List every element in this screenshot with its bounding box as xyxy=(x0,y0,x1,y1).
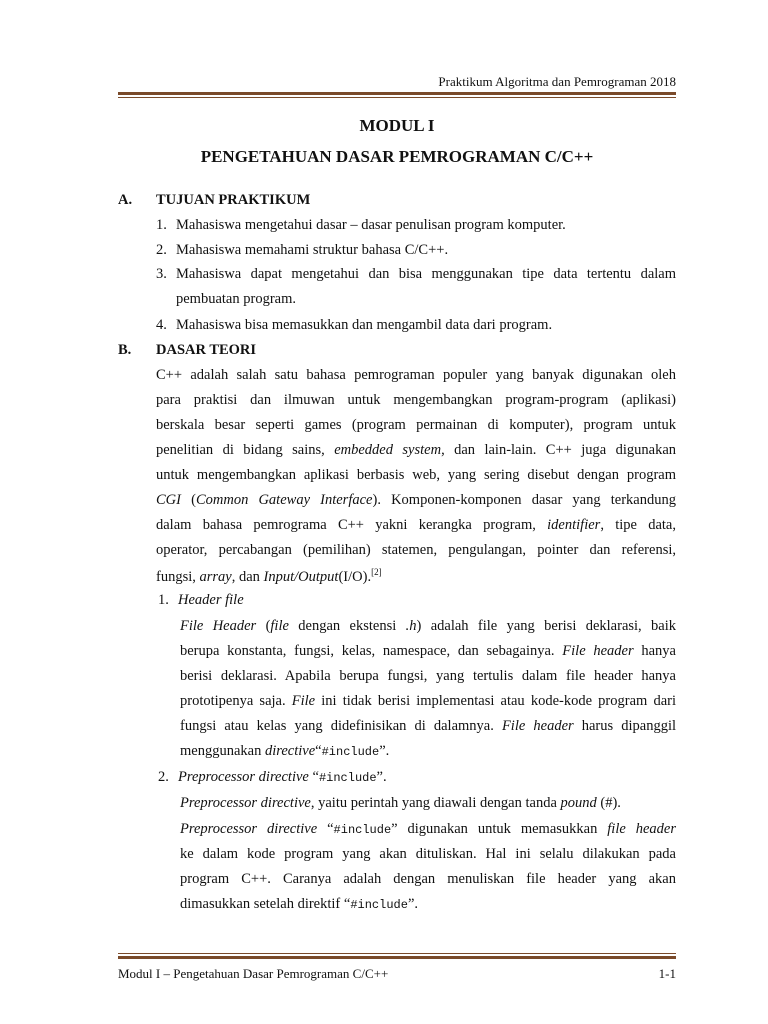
code-include: #include xyxy=(350,898,408,912)
footer-title: Modul I – Pengetahuan Dasar Pemrograman C/C++ xyxy=(118,966,389,981)
list-item: 1. Mahasiswa mengetahui dasar – dasar penulisan program komputer. xyxy=(156,217,566,233)
paragraph-line: penelitian di bidang sains, embedded system, dan lain-lain. C++ juga digunakan xyxy=(156,442,677,458)
section-a-title: TUJUAN PRAKTIKUM xyxy=(156,192,311,208)
paragraph-line: operator, percabangan (pemilihan) statemen, pengulangan, pointer dan referensi, xyxy=(156,542,676,558)
paragraph-line: Preprocessor directive, yaitu perintah yang diawali dengan tanda pound (#). xyxy=(180,795,621,811)
paragraph-line: dalam bahasa pemrograma C++ yakni kerangka program, identifier, tipe data, xyxy=(156,517,676,533)
paragraph-line: para praktisi dan ilmuwan untuk mengembangkan program-program (aplikasi) xyxy=(156,392,676,408)
section-b-letter: B. xyxy=(118,342,132,358)
paragraph-line: dimasukkan setelah direktif “#include”. xyxy=(180,896,418,912)
module-title: MODUL I xyxy=(359,116,435,135)
list-item: 2. Mahasiswa memahami struktur bahasa C/C++. xyxy=(156,242,449,258)
section-a-heading xyxy=(118,192,310,209)
paragraph-line: fungsi, array, dan Input/Output(I/O).[2] xyxy=(156,567,382,585)
list-item: 4. Mahasiswa bisa memasukkan dan mengambil data dari program. xyxy=(156,317,553,333)
paragraph-line: CGI (Common Gateway Interface). Komponen-komponen dasar yang terkandung xyxy=(156,492,676,508)
paragraph-line: untuk mengembangkan aplikasi berbasis web, yang sering disebut dengan program xyxy=(156,467,676,483)
header-rule xyxy=(118,92,676,95)
paragraph-line: fungsi atau kelas yang didefinisikan di dalamnya. File header harus dipanggil xyxy=(180,718,677,734)
paragraph-line: prototipenya saja. File ini tidak berisi implementasi atau kode-kode program dari xyxy=(180,693,676,709)
paragraph-line: ke dalam kode program yang akan dituliskan. Hal ini selalu dilakukan pada xyxy=(180,846,676,862)
paragraph-line: berupa konstanta, fungsi, kelas, namespace, dan sebagainya. File header hanya xyxy=(180,643,676,659)
code-include: #include xyxy=(318,771,377,785)
page-number: 1-1 xyxy=(658,966,676,981)
paragraph-line: C++ adalah salah satu bahasa pemrograman populer yang banyak digunakan oleh xyxy=(156,367,676,383)
paragraph-line: berskala besar seperti games (program permainan di komputer), program untuk xyxy=(156,417,676,433)
footer-rule-thin xyxy=(118,953,676,954)
code-include: #include xyxy=(333,823,392,837)
list-item-continuation: pembuatan program. xyxy=(176,291,296,307)
module-subtitle: PENGETAHUAN DASAR PEMROGRAMAN C/C++ xyxy=(200,147,594,166)
section-b-title: DASAR TEORI xyxy=(156,342,257,358)
list-item: 1. Header file xyxy=(158,592,244,608)
header-rule-thin xyxy=(118,97,676,98)
footer-rule xyxy=(118,956,676,959)
page-header: Praktikum Algoritma dan Pemrograman 2018 xyxy=(438,74,676,89)
paragraph-line: program C++. Caranya adalah dengan menuliskan file header yang akan xyxy=(180,871,676,887)
section-a-letter: A. xyxy=(118,192,133,208)
section-b-heading xyxy=(118,342,256,359)
paragraph-line: Preprocessor directive “#include” digunakan untuk memasukkan file header xyxy=(180,821,676,837)
citation: [2] xyxy=(371,567,382,577)
code-include: #include xyxy=(321,745,380,759)
list-item: 2. Preprocessor directive “#include”. xyxy=(158,769,387,785)
paragraph-line: menggunakan directive“#include”. xyxy=(180,743,390,759)
paragraph-line: berisi deklarasi. Apabila berupa fungsi, yang tertulis dalam file header hanya xyxy=(180,668,676,684)
paragraph-line: File Header (file dengan ekstensi .h) adalah file yang berisi deklarasi, baik xyxy=(180,618,677,634)
list-item: 3. Mahasiswa dapat mengetahui dan bisa menggunakan tipe data tertentu dalam xyxy=(156,266,676,282)
